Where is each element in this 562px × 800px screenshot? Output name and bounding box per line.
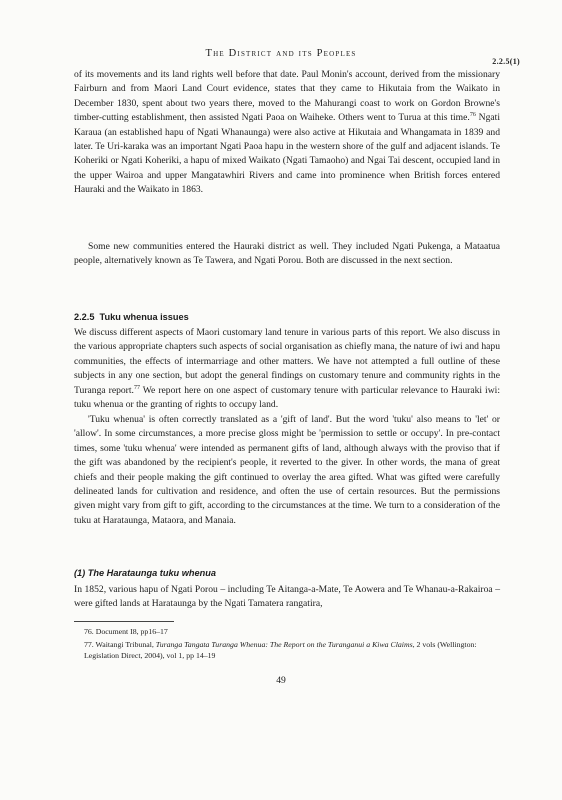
- body-paragraph-2: Some new communities entered the Hauraki district as well. They included Ngati Pukenga, a Mataatua people, alternatively known as Te Tawera, and Ngati Porou. Both are discussed in the next section.: [74, 241, 500, 267]
- body-paragraph-3: We discuss different aspects of Maori customary land tenure in various parts of this report. We also discuss in the various appropriate chapters such aspects of social organisation as chiefly mana, the nature of iwi and hapu communities, the effects of intermarriage and other matters. We have not attempted a full outline of these subjects in any one section, but adopt the general findings on customary tenure and community rights in the Turanga report.$^{77}$ We report here on one aspect of customary tenure with particular relevance to Hauraki iwi: tuku whenua or the granting of rights to occupy land.: [74, 327, 500, 411]
- footnotes: [74, 626, 500, 662]
- body-paragraph-4: 'Tuku whenua' is often correctly translated as a 'gift of land'. But the word 'tuku' also means to 'let' or 'allow'. In some circumstances, a more precise gloss might be 'permission to settle or occupy'. In pre-contact times, some 'tuku whenua' were intended as permanent gifts of land, although always with the proviso that if the gift was abandoned by the recipient's people, it reverted to the giver. In other words, the mana of great chiefs and their people making the gift continued to overlay the area gifted. What was gifted were carefully delineated lands for cultivation and residence, and often the use of certain resources. But the permissions given might vary from gift to gift, according to the circumstances at the time. We turn to a consideration of the tuku at Harataunga, Mataora, and Manaia.: [74, 414, 500, 526]
- running-head: The District and its Peoples: [205, 48, 357, 59]
- footnote-ref-76[interactable]: 76: [469, 112, 476, 119]
- section-heading-2-2-5: 2.2.5 Tuku whenua issues: [74, 312, 189, 322]
- page-number: 49: [276, 675, 286, 686]
- footnote-77: 77. Waitangi Tribunal, Turanga Tangata Turanga Whenua: The Report on the Turanganui a Kiwa Claims, 2 vols (Wellington: Legislation Direct, 2004), vol 1, pp 14–19: [84, 640, 477, 661]
- section-reference: 2.2.5(1): [492, 57, 520, 66]
- footnote-divider: [74, 621, 174, 622]
- body-paragraph-1: of its movements and its land rights well before that date. Paul Monin's account, derived from the missionary Fairburn and from Maori Land Court evidence, states that they came to Hikutaia from the Waikato in December 1830, spent about two years there, moved to the Mahurangi coast to work on Gordon Browne's timber-cutting establishment, then assisted Ngati Paoa on Waiheke. Others went to Turua at this time.$^{76}$ Ngati Karaua (an established hapu of Ngati Whanaunga) were also active at Hikutaia and Whangamata in 1839 and later. Te Uri-karaka was an important Ngati Paoa hapu in the western shore of the gulf and adjacent islands. Te Koheriki or Ngati Koheriki, a hapu of mixed Waikato (Ngati Tamaoho) and Ngai Tai descent, occupied land in the upper Wairoa and upper Mangatawhiri Rivers and came into prominence when British forces entered Hauraki and the Waikato in 1863.: [74, 69, 500, 196]
- footnote-ref-77[interactable]: 77: [133, 384, 140, 391]
- footnote-76: 76. Document I8, pp16–17: [84, 627, 168, 636]
- body-paragraph-5: In 1852, various hapu of Ngati Porou – including Te Aitanga-a-Mate, Te Aowera and Te Whanau-a-Rakairoa – were gifted lands at Harataunga by the Ngati Tamatera rangatira,: [74, 584, 500, 610]
- section-heading-harataunga: (1) The Harataunga tuku whenua: [74, 568, 216, 578]
